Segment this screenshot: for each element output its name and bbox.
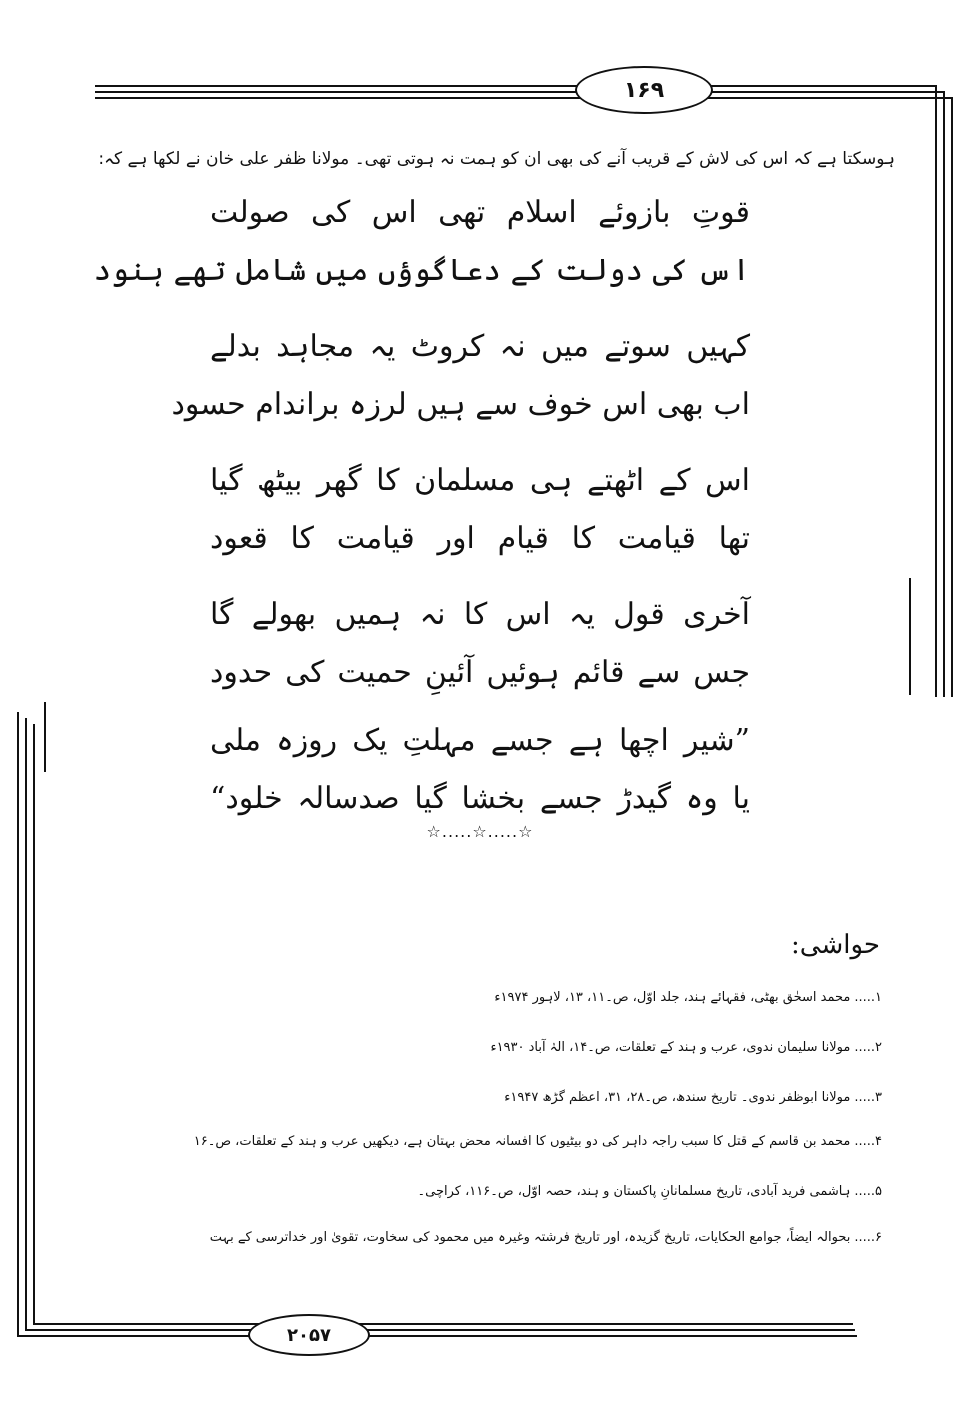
left-frame-line-2 [25, 718, 27, 1331]
footnote-text: مولانا سلیمان ندوی، عرب و ہند کے تعلقات، ص۔۱۴، الہٰ آباد ۱۹۳۰ء [490, 1040, 851, 1055]
poem-verse: قوتِ بازوئے اسلام تھی اس کی صولت [210, 195, 750, 230]
poem-verse: اس کی دولت کے دعاگوؤں میں شامل تھے ہنود [93, 253, 750, 288]
notes-heading: حواشی: [791, 930, 880, 960]
poem-verse: کہیں سوتے میں نہ کروٹ یہ مجاہد بدلے [210, 329, 750, 364]
poem-verse: یا وہ گیدڑ جسے بخشا گیا صدسالہ خلود“ [210, 781, 750, 816]
page-number-top: ۱۶۹ [575, 66, 713, 114]
left-frame-line-3 [33, 724, 35, 1325]
footnote-text: بحوالہ ایضاً، جوامع الحکایات، تاریخ گزیدہ، اور تاریخ فرشتہ وغیرہ میں محمود کی سخاوت، تقویٰ اور خداترسی کے بہت [209, 1230, 851, 1245]
footnote-number: ۲..... [854, 1040, 882, 1055]
top-frame-line-1 [95, 85, 935, 87]
footnote-number: ۳..... [854, 1090, 882, 1105]
poem-verse: جس سے قائم ہوئیں آئینِ حمیت کی حدود [210, 655, 750, 690]
poem-verse: آخری قول یہ اس کا نہ ہمیں بھولے گا [210, 597, 750, 632]
poem-verse: تھا قیامت کا قیام اور قیامت کا قعود [210, 521, 750, 556]
footnote [60, 1090, 882, 1105]
footnote-number: ۵..... [854, 1184, 882, 1199]
left-frame-line-1 [17, 712, 19, 1337]
poem-verse: اب بھی اس خوف سے ہیں لرزہ براندام حسود [171, 387, 750, 422]
footnote [60, 1134, 882, 1149]
star-separator: ☆.....☆.....☆ [426, 822, 534, 841]
right-frame-line-1 [935, 85, 937, 697]
footnote-text: محمد بن قاسم کے قتل کا سبب راجہ داہر کی دو بیٹیوں کا افسانہ محض بہتان ہے، دیکھیں عرب و ہند کے تعلقات، ص۔۱۶ [193, 1134, 851, 1149]
footnote-number: ۶..... [854, 1230, 882, 1245]
footnote-number: ۱..... [854, 990, 882, 1005]
footnote-text: ہاشمی فرید آبادی، تاریخ مسلمانانِ پاکستان و ہند، حصہ اوّل، ص۔۱۱۶، کراچی۔ [417, 1184, 851, 1199]
footnote [60, 1230, 882, 1245]
right-inner-line [909, 578, 911, 695]
footnote [60, 1184, 882, 1199]
poem-verse: اس کے اٹھتے ہی مسلمان کا گھر بیٹھ گیا [210, 463, 750, 498]
footnote-text: محمد اسحٰق بھٹی، فقہائے ہند، جلد اوّل، ص۔۱۱، ۱۳، لاہور ۱۹۷۴ء [494, 990, 851, 1005]
bottom-frame-line-1 [17, 1335, 857, 1337]
top-frame-line-3 [95, 97, 951, 99]
right-frame-line-2 [943, 91, 945, 697]
footnote-number: ۴..... [854, 1134, 882, 1149]
bottom-frame-line-3 [33, 1323, 853, 1325]
intro-paragraph: ہوسکتا ہے کہ اس کی لاش کے قریب آنے کی بھی ان کو ہمت نہ ہوتی تھی۔ مولانا ظفر علی خان نے لکھا ہے کہ: [98, 149, 895, 169]
bottom-frame-line-2 [25, 1329, 855, 1331]
footnote [60, 990, 882, 1005]
top-frame-line-2 [95, 91, 943, 93]
footnote [60, 1040, 882, 1055]
poem-verse: ”شیر اچھا ہے جسے مہلتِ یک روزہ ملی [210, 723, 750, 758]
page-number-bottom: ۲۰۵۷ [248, 1314, 370, 1356]
footnote-text: مولانا ابوظفر ندوی۔ تاریخ سندھ، ص۔۲۸، ۳۱، اعظم گڑھ ۱۹۴۷ء [504, 1090, 851, 1105]
left-inner-line [44, 702, 46, 772]
right-frame-line-3 [951, 97, 953, 697]
